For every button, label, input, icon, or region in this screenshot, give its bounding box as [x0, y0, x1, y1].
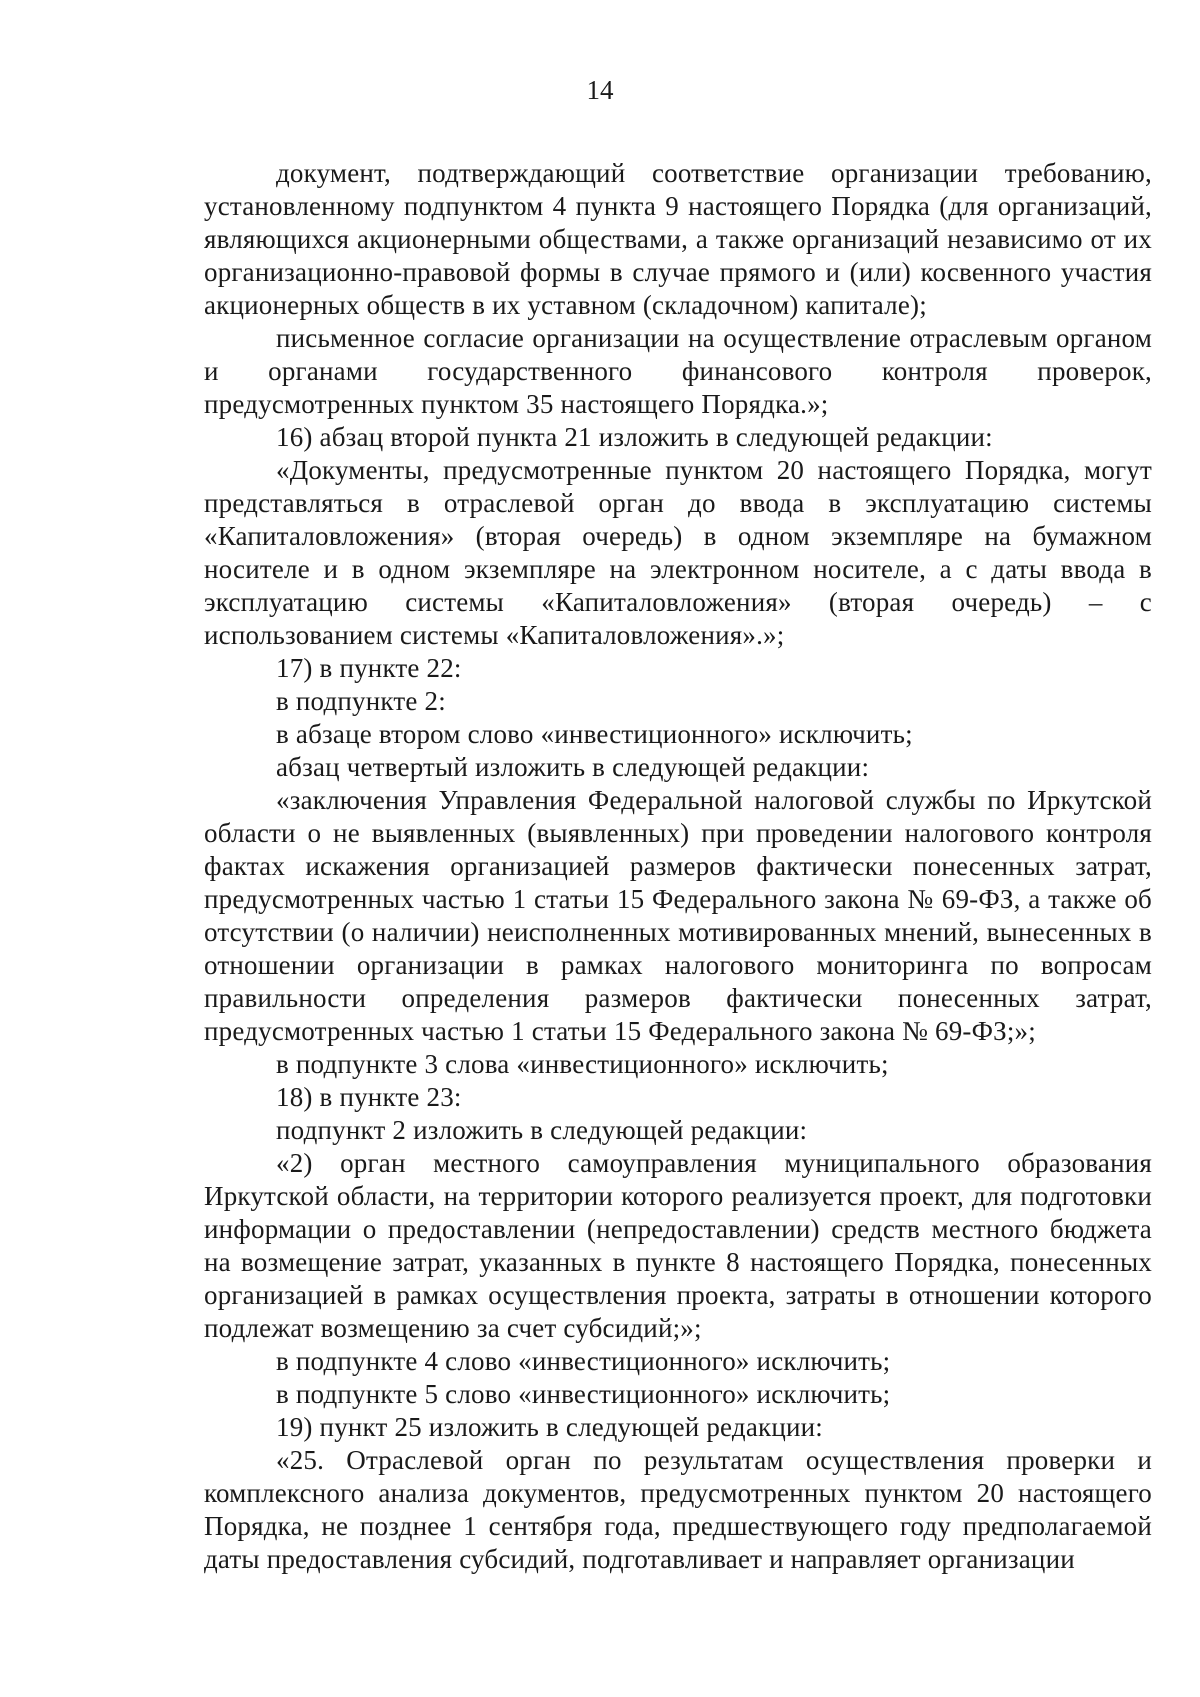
paragraph-fourth-subparagraph: абзац четвертый изложить в следующей редакции:	[276, 752, 870, 782]
paragraph-item-18: 18) в пункте 23:	[276, 1082, 462, 1112]
paragraph-documents-submission: «Документы, предусмотренные пунктом 20 настоящего Порядка, могут представляться в отраслевой орган до ввода в эксплуатацию системы «Капиталовложения» (вторая очередь) в одном экземпляре на бумажном носителе и в одном экземпляре на электронном носителе, а с даты ввода в эксплуатацию системы «Капиталовложения» (вторая очередь) – с использованием системы «Капиталовложения».»;	[204, 455, 1152, 650]
paragraph-item-16: 16) абзац второй пункта 21 изложить в следующей редакции:	[276, 422, 993, 452]
paragraph-second-subparagraph: в абзаце втором слово «инвестиционного» исключить;	[276, 719, 913, 749]
paragraph-subitem-5: в подпункте 5 слово «инвестиционного» исключить;	[276, 1379, 891, 1409]
paragraph-subitem-3: в подпункте 3 слова «инвестиционного» исключить;	[276, 1049, 889, 1079]
paragraph-subitem-2-wording: подпункт 2 изложить в следующей редакции:	[276, 1115, 808, 1145]
paragraph-subitem-4: в подпункте 4 слово «инвестиционного» исключить;	[276, 1346, 891, 1376]
paragraph-subitem-2: в подпункте 2:	[276, 686, 446, 716]
paragraph-item-25-text: «25. Отраслевой орган по результатам осуществления проверки и комплексного анализа документов, предусмотренных пунктом 20 настоящего Порядка, не позднее 1 сентября года, предшествующего году предполагаемой даты предоставления субсидий, подготавливает и направляет организации	[204, 1445, 1152, 1574]
document-body	[204, 157, 1152, 1576]
paragraph-compliance-document: документ, подтверждающий соответствие организации требованию, установленному подпунктом 4 пункта 9 настоящего Порядка (для организаций, являющихся акционерными обществами, а также организаций независимо от их организационно-правовой формы в случае прямого и (или) косвенного участия акционерных обществ в их уставном (складочном) капитале);	[204, 158, 1152, 320]
page-number: 14	[586, 75, 614, 105]
paragraph-local-government: «2) орган местного самоуправления муниципального образования Иркутской области, на территории которого реализуется проект, для подготовки информации о предоставлении (непредоставлении) средств местного бюджета на возмещение затрат, указанных в пункте 8 настоящего Порядка, понесенных организацией в рамках осуществления проекта, затраты в отношении которого подлежат возмещению за счет субсидий;»;	[204, 1148, 1152, 1343]
paragraph-item-19: 19) пункт 25 изложить в следующей редакции:	[276, 1412, 823, 1442]
paragraph-written-consent: письменное согласие организации на осуществление отраслевым органом и органами государственного финансового контроля проверок, предусмотренных пунктом 35 настоящего Порядка.»;	[204, 323, 1152, 419]
paragraph-item-17: 17) в пункте 22:	[276, 653, 462, 683]
paragraph-tax-service-conclusion: «заключения Управления Федеральной налоговой службы по Иркутской области о не выявленных (выявленных) при проведении налогового контроля фактах искажения организацией размеров фактически понесенных затрат, предусмотренных частью 1 статьи 15 Федерального закона № 69-ФЗ, а также об отсутствии (о наличии) неисполненных мотивированных мнений, вынесенных в отношении организации в рамках налогового мониторинга по вопросам правильности определения размеров фактически понесенных затрат, предусмотренных частью 1 статьи 15 Федерального закона № 69-ФЗ;»;	[204, 785, 1152, 1046]
